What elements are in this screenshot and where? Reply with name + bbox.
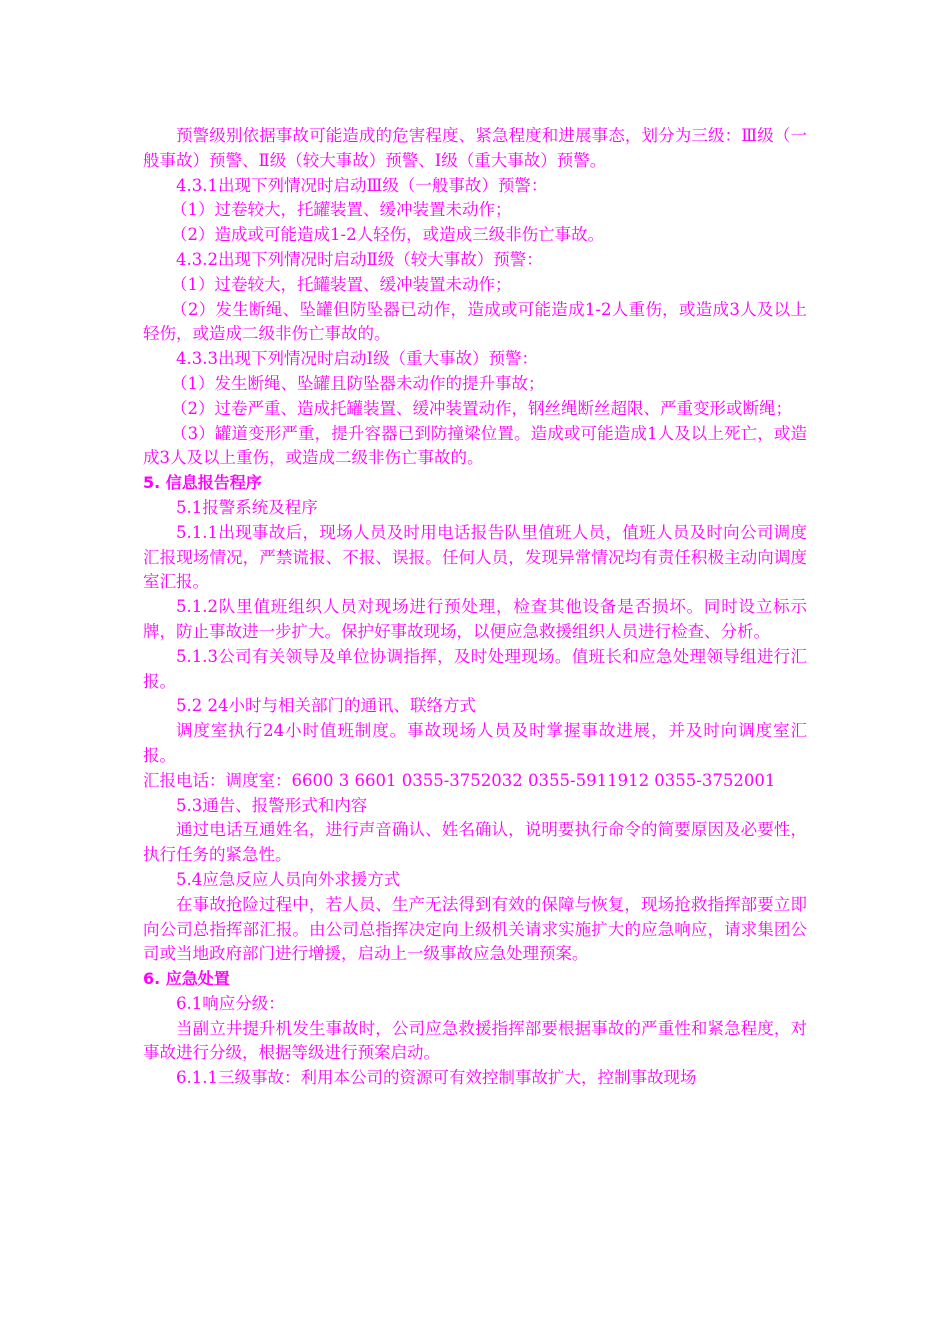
body-paragraph: （2）发生断绳、坠罐但防坠器已动作，造成或可能造成1-2人重伤，或造成3人及以上轻伤，或造成二级非伤亡事故的。 (143, 299, 807, 344)
body-paragraph: （2）过卷严重、造成托罐装置、缓冲装置动作，钢丝绳断丝超限、严重变形或断绳； (171, 398, 793, 418)
document-body (143, 124, 807, 1091)
body-paragraph: （1）过卷较大，托罐装置、缓冲装置未动作； (171, 200, 512, 220)
body-paragraph: 5.4应急反应人员向外求援方式 (176, 869, 401, 889)
body-paragraph: 当副立井提升机发生事故时，公司应急救援指挥部要根据事故的严重性和紧急程度，对事故进行分级，根据等级进行预案启动。 (143, 1018, 807, 1063)
body-paragraph: 5.2 24小时与相关部门的通讯、联络方式 (176, 696, 476, 716)
body-paragraph: 4.3.1出现下列情况时启动Ⅲ级（一般事故）预警： (176, 175, 548, 195)
body-paragraph: 汇报电话：调度室：6600 3 6601 0355-3752032 0355-5911912 0355-3752001 (143, 770, 776, 790)
body-paragraph: 5.1.1出现事故后，现场人员及时用电话报告队里值班人员，值班人员及时向公司调度汇报现场情况，严禁谎报、不报、误报。任何人员，发现异常情况均有责任积极主动向调度室汇报。 (143, 522, 807, 592)
body-paragraph: 4.3.2出现下列情况时启动Ⅱ级（较大事故）预警： (176, 249, 543, 269)
body-paragraph: （1）过卷较大，托罐装置、缓冲装置未动作； (171, 274, 512, 294)
body-paragraph: 调度室执行24小时值班制度。事故现场人员及时掌握事故进展，并及时向调度室汇报。 (143, 721, 807, 765)
body-paragraph: 5.3通告、报警形式和内容 (176, 795, 368, 815)
section-heading: 6. 应急处置 (143, 969, 230, 989)
body-paragraph: 6.1.1三级事故：利用本公司的资源可有效控制事故扩大，控制事故现场 (176, 1068, 697, 1088)
body-paragraph: 6.1响应分级： (176, 993, 285, 1013)
section-heading: 5. 信息报告程序 (143, 473, 262, 493)
body-paragraph: 通过电话互通姓名，进行声音确认、姓名确认，说明要执行命令的简要原因及必要性，执行任务的紧急性。 (143, 820, 807, 865)
body-paragraph: 5.1报警系统及程序 (176, 497, 318, 517)
body-paragraph: （2）造成或可能造成1-2人轻伤，或造成三级非伤亡事故。 (171, 225, 605, 245)
body-paragraph: 5.1.2队里值班组织人员对现场进行预处理，检查其他设备是否损坏。同时设立标示牌，防止事故进一步扩大。保护好事故现场，以便应急救援组织人员进行检查、分析。 (143, 597, 807, 641)
body-paragraph: （3）罐道变形严重，提升容器已到防撞梁位置。造成或可能造成1人及以上死亡，或造成3人及以上重伤，或造成二级非伤亡事故的。 (143, 423, 807, 468)
body-paragraph: 预警级别依据事故可能造成的危害程度、紧急程度和进展事态，划分为三级：Ⅲ级（一般事故）预警、Ⅱ级（较大事故）预警、Ⅰ级（重大事故）预警。 (143, 126, 807, 170)
body-paragraph: 在事故抢险过程中，若人员、生产无法得到有效的保障与恢复，现场抢救指挥部要立即向公司总指挥部汇报。由公司总指挥决定向上级机关请求实施扩大的应急响应，请求集团公司或当地政府部门进行增援，启动上一级事故应急处理预案。 (143, 894, 807, 964)
body-paragraph: 4.3.3出现下列情况时启动Ⅰ级（重大事故）预警： (176, 349, 539, 369)
body-paragraph: 5.1.3公司有关领导及单位协调指挥，及时处理现场。值班长和应急处理领导组进行汇报。 (143, 646, 807, 691)
body-paragraph: （1）发生断绳、坠罐且防坠器未动作的提升事故； (171, 373, 545, 393)
